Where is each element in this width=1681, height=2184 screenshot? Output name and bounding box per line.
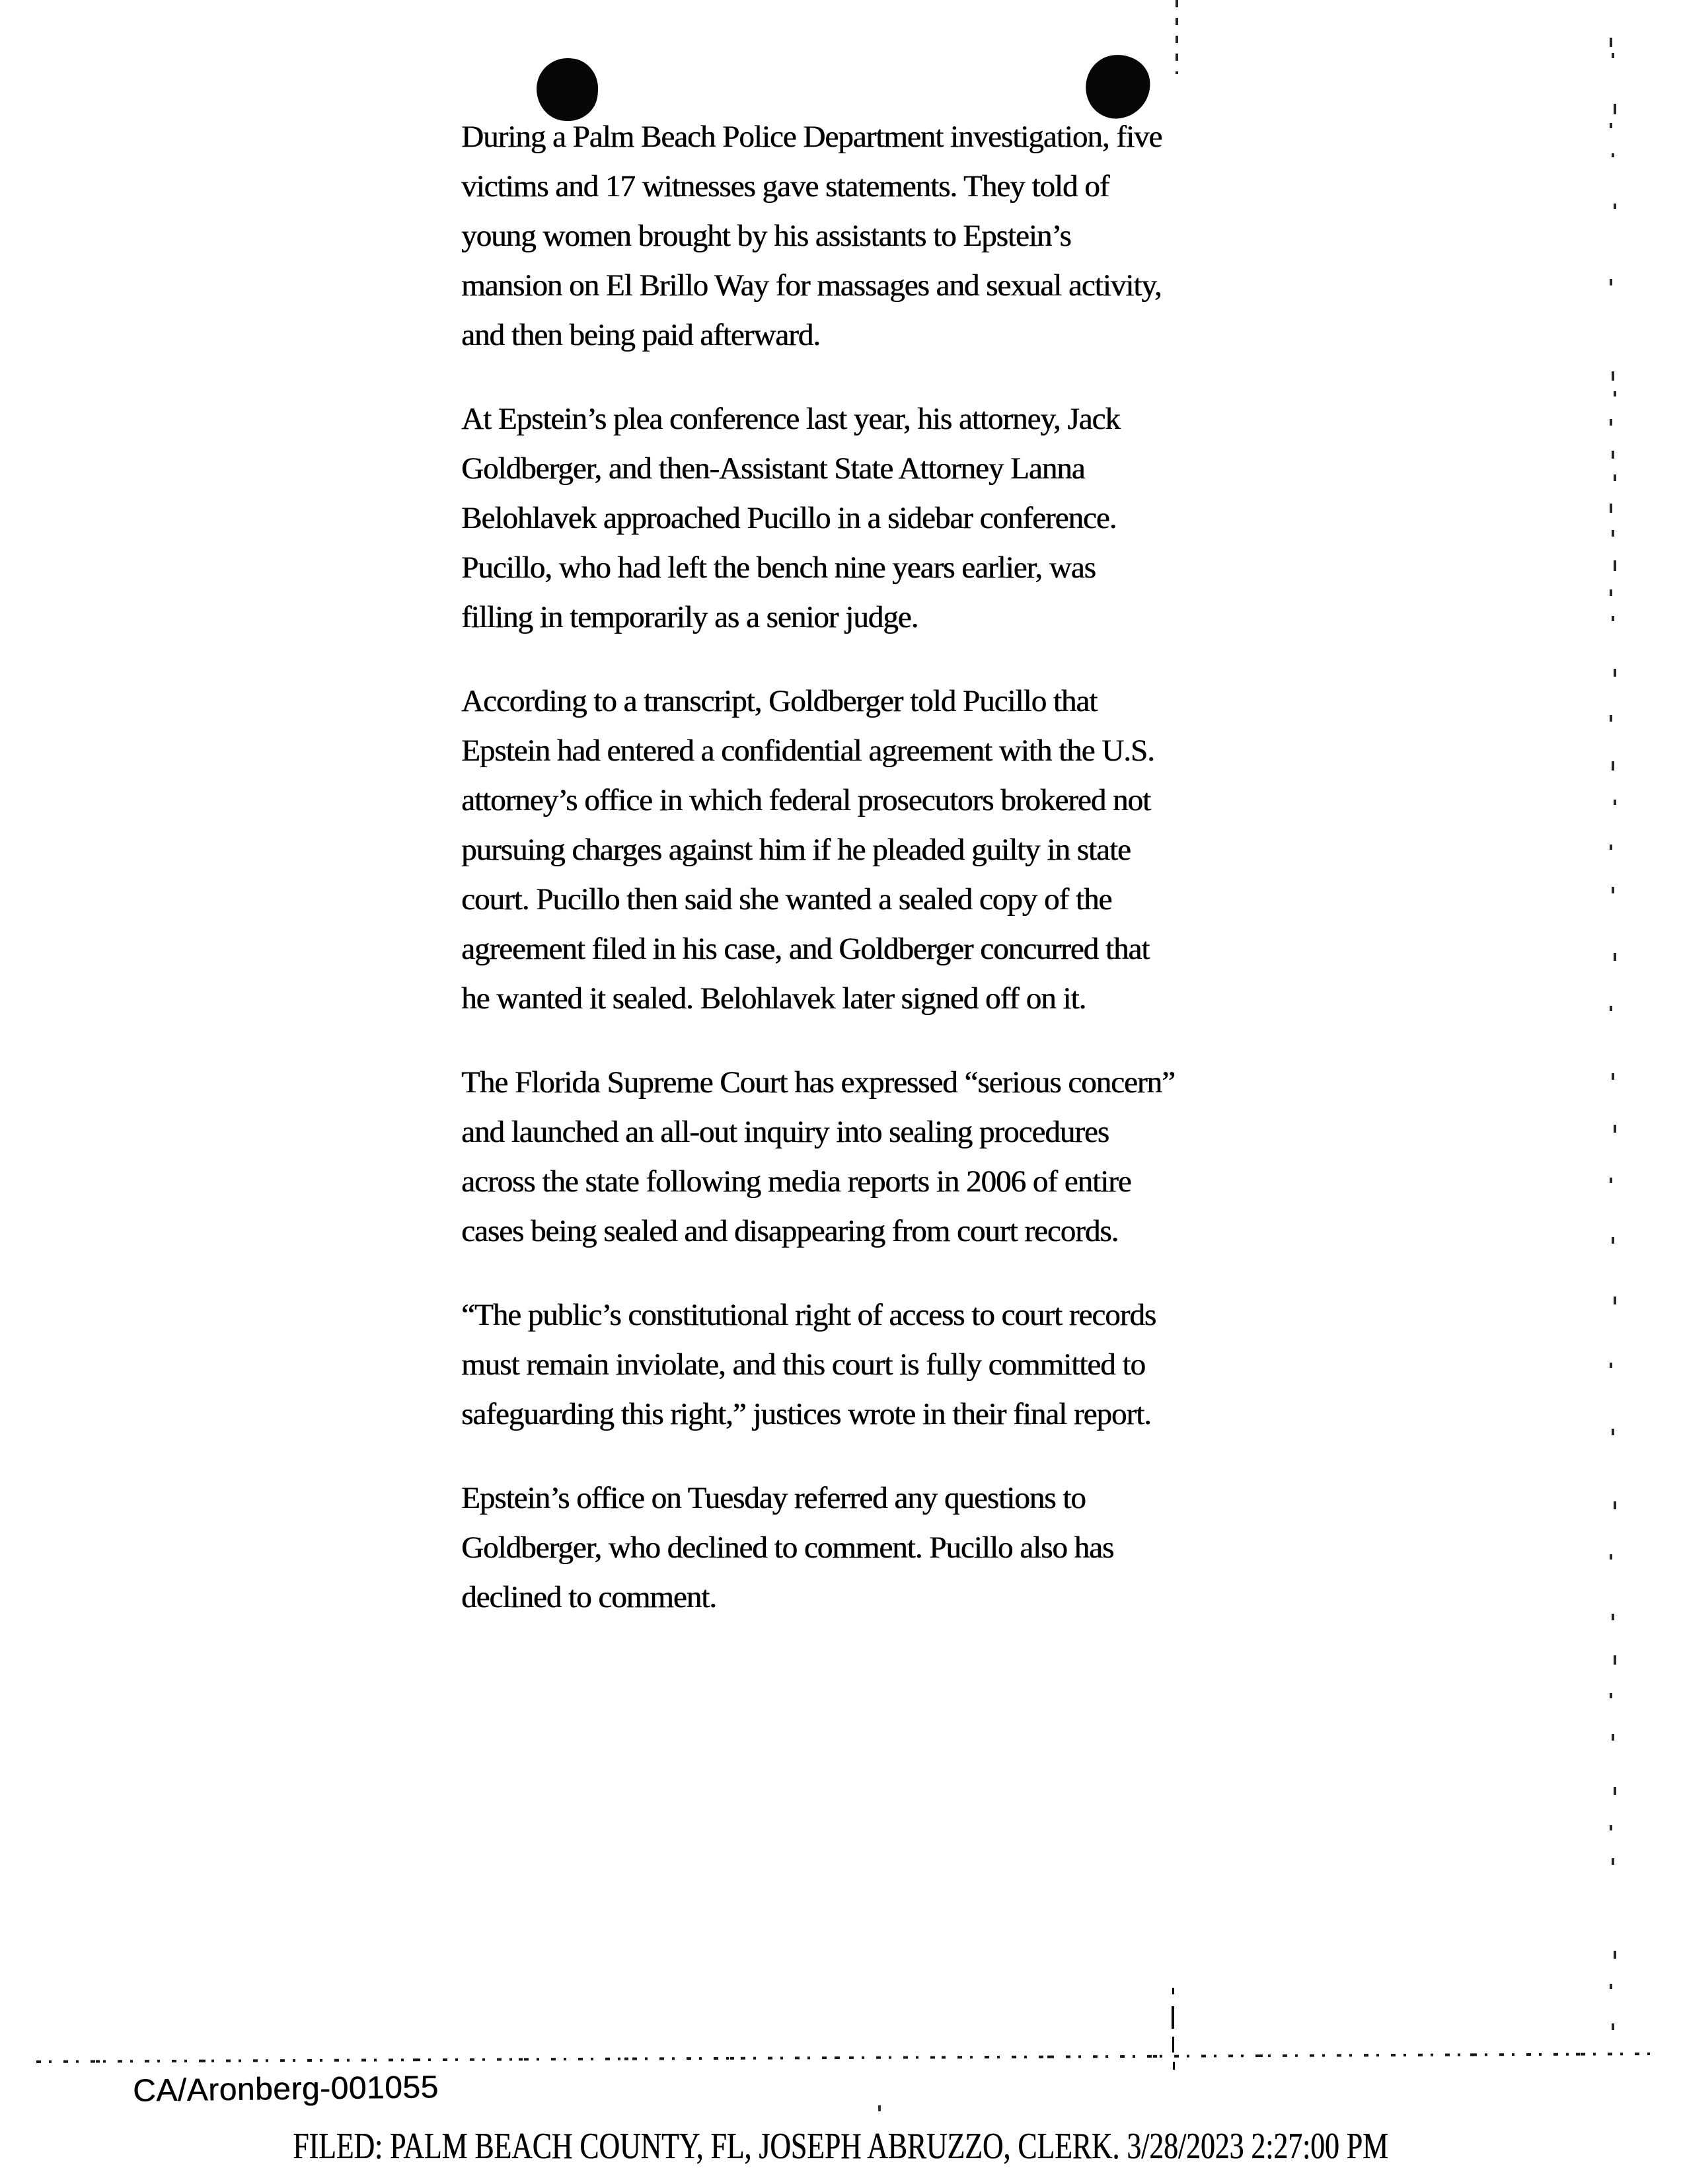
text-line: filling in temporarily as a senior judge. [461, 600, 918, 634]
paragraph [461, 395, 1261, 642]
text-line: At Epstein’s plea conference last year, his attorney, Jack [461, 402, 1120, 436]
text-line: “The public’s constitutional right of access to court records [461, 1298, 1156, 1332]
text-line: victims and 17 witnesses gave statements. They told of [461, 169, 1109, 204]
text-line: Goldberger, and then-Assistant State Attorney Lanna [461, 451, 1085, 486]
scan-noise-mark [1172, 2006, 1174, 2029]
scan-noise-mark [878, 2105, 881, 2111]
scan-noise-mark [1612, 53, 1614, 58]
scan-noise-mark [1610, 504, 1612, 513]
scan-noise-mark [1610, 1554, 1612, 1560]
paragraph [461, 112, 1261, 360]
scan-noise-mark [1614, 800, 1616, 805]
scan-noise-mark [1612, 616, 1614, 621]
scan-noise-mark [1610, 1006, 1612, 1011]
scan-noise-mark [1614, 953, 1616, 961]
scan-noise-mark [1612, 530, 1614, 537]
text-line: and launched an all-out inquiry into sealing procedures [461, 1115, 1109, 1149]
text-line: young women brought by his assistants to Epstein’s [461, 219, 1071, 253]
scan-noise-mark [1614, 560, 1616, 571]
text-line: declined to comment. [461, 1580, 716, 1614]
scan-noise-mark [1614, 669, 1616, 677]
scan-noise-mark [1610, 1693, 1612, 1698]
text-line: According to a transcript, Goldberger told Pucillo that [461, 684, 1098, 718]
text-line: pursuing charges against him if he pleaded guilty in state [461, 833, 1131, 867]
scan-noise-mark [1610, 845, 1612, 850]
scan-noise-mark [1610, 123, 1612, 128]
scan-noise-mark [1610, 38, 1612, 47]
text-line: agreement filed in his case, and Goldberger concurred that [461, 932, 1150, 966]
scan-noise-mark [1612, 1237, 1614, 1244]
text-line: attorney’s office in which federal prosecutors brokered not [461, 783, 1150, 817]
scan-noise-mark [1172, 1988, 1174, 1994]
scan-artifact-vertical-dashes [1176, 0, 1178, 74]
scan-noise-mark [1614, 474, 1616, 481]
text-line: Epstein’s office on Tuesday referred any questions to [461, 1481, 1086, 1515]
scan-noise-mark [1614, 204, 1616, 209]
scan-noise-mark [1610, 279, 1612, 285]
scan-noise-mark [1610, 1178, 1612, 1183]
text-line: During a Palm Beach Police Department investigation, five [461, 120, 1162, 154]
text-line: he wanted it sealed. Belohlavek later signed off on it. [461, 981, 1086, 1016]
scan-noise-mark [1610, 1825, 1612, 1830]
text-line: court. Pucillo then said she wanted a sealed copy of the [461, 882, 1112, 917]
scan-noise-mark [1612, 1614, 1614, 1620]
text-line: must remain inviolate, and this court is fully committed to [461, 1347, 1145, 1382]
scan-noise-mark [1610, 1363, 1612, 1368]
scan-noise-mark [1612, 1429, 1614, 1435]
paragraph [461, 1474, 1261, 1622]
text-line: safeguarding this right,” justices wrote in their final report. [461, 1397, 1151, 1431]
scan-noise-mark [1612, 153, 1614, 157]
bates-number: CA/Aronberg-001055 [132, 2070, 439, 2109]
scan-noise-mark [1612, 451, 1614, 459]
scan-noise-tear-line [36, 2052, 1659, 2063]
scan-noise-mark [1614, 391, 1616, 396]
scan-noise-mark [1614, 1297, 1616, 1304]
paragraph [461, 677, 1261, 1024]
scan-noise-mark [1614, 1655, 1616, 1665]
scan-noise-mark [1610, 715, 1612, 722]
text-line: Pucillo, who had left the bench nine years earlier, was [461, 550, 1096, 585]
paragraph [461, 1291, 1261, 1439]
text-line: Epstein had entered a confidential agreement with the U.S. [461, 734, 1154, 768]
scan-noise-mark [1610, 419, 1612, 426]
text-line: across the state following media reports in 2006 of entire [461, 1164, 1131, 1199]
filing-stamp: FILED: PALM BEACH COUNTY, FL, JOSEPH ABRUZZO, CLERK. 3/28/2023 2:27:00 PM [293, 2126, 1388, 2167]
article-body [461, 112, 1261, 1622]
text-line: and then being paid afterward. [461, 318, 820, 352]
text-line: cases being sealed and disappearing from court records. [461, 1214, 1119, 1248]
paragraph [461, 1058, 1261, 1256]
text-line: mansion on El Brillo Way for massages and sexual activity, [461, 268, 1162, 303]
text-line: The Florida Supreme Court has expressed “serious concern” [461, 1065, 1175, 1100]
scan-noise-mark [1614, 1501, 1616, 1509]
scan-noise-mark [1614, 1951, 1616, 1959]
scan-noise-mark [1610, 1984, 1612, 1989]
scan-noise-mark [1173, 2062, 1175, 2070]
scan-noise-mark [1612, 761, 1614, 771]
scan-noise-mark [1612, 2023, 1614, 2030]
scan-noise-mark [1612, 371, 1614, 381]
text-line: Belohlavek approached Pucillo in a sidebar conference. [461, 501, 1117, 535]
scan-noise-mark [1614, 1787, 1616, 1795]
scan-noise-mark [1614, 104, 1616, 114]
scan-noise-mark [1612, 1073, 1614, 1080]
scan-noise-mark [1612, 887, 1614, 893]
scan-noise-mark [1172, 2037, 1174, 2052]
scan-noise-mark [1614, 1125, 1616, 1133]
text-line: Goldberger, who declined to comment. Pucillo also has [461, 1530, 1114, 1565]
scan-noise-mark [1610, 589, 1612, 596]
scan-noise-mark [1612, 1734, 1614, 1741]
scan-noise-mark [1612, 1858, 1614, 1865]
